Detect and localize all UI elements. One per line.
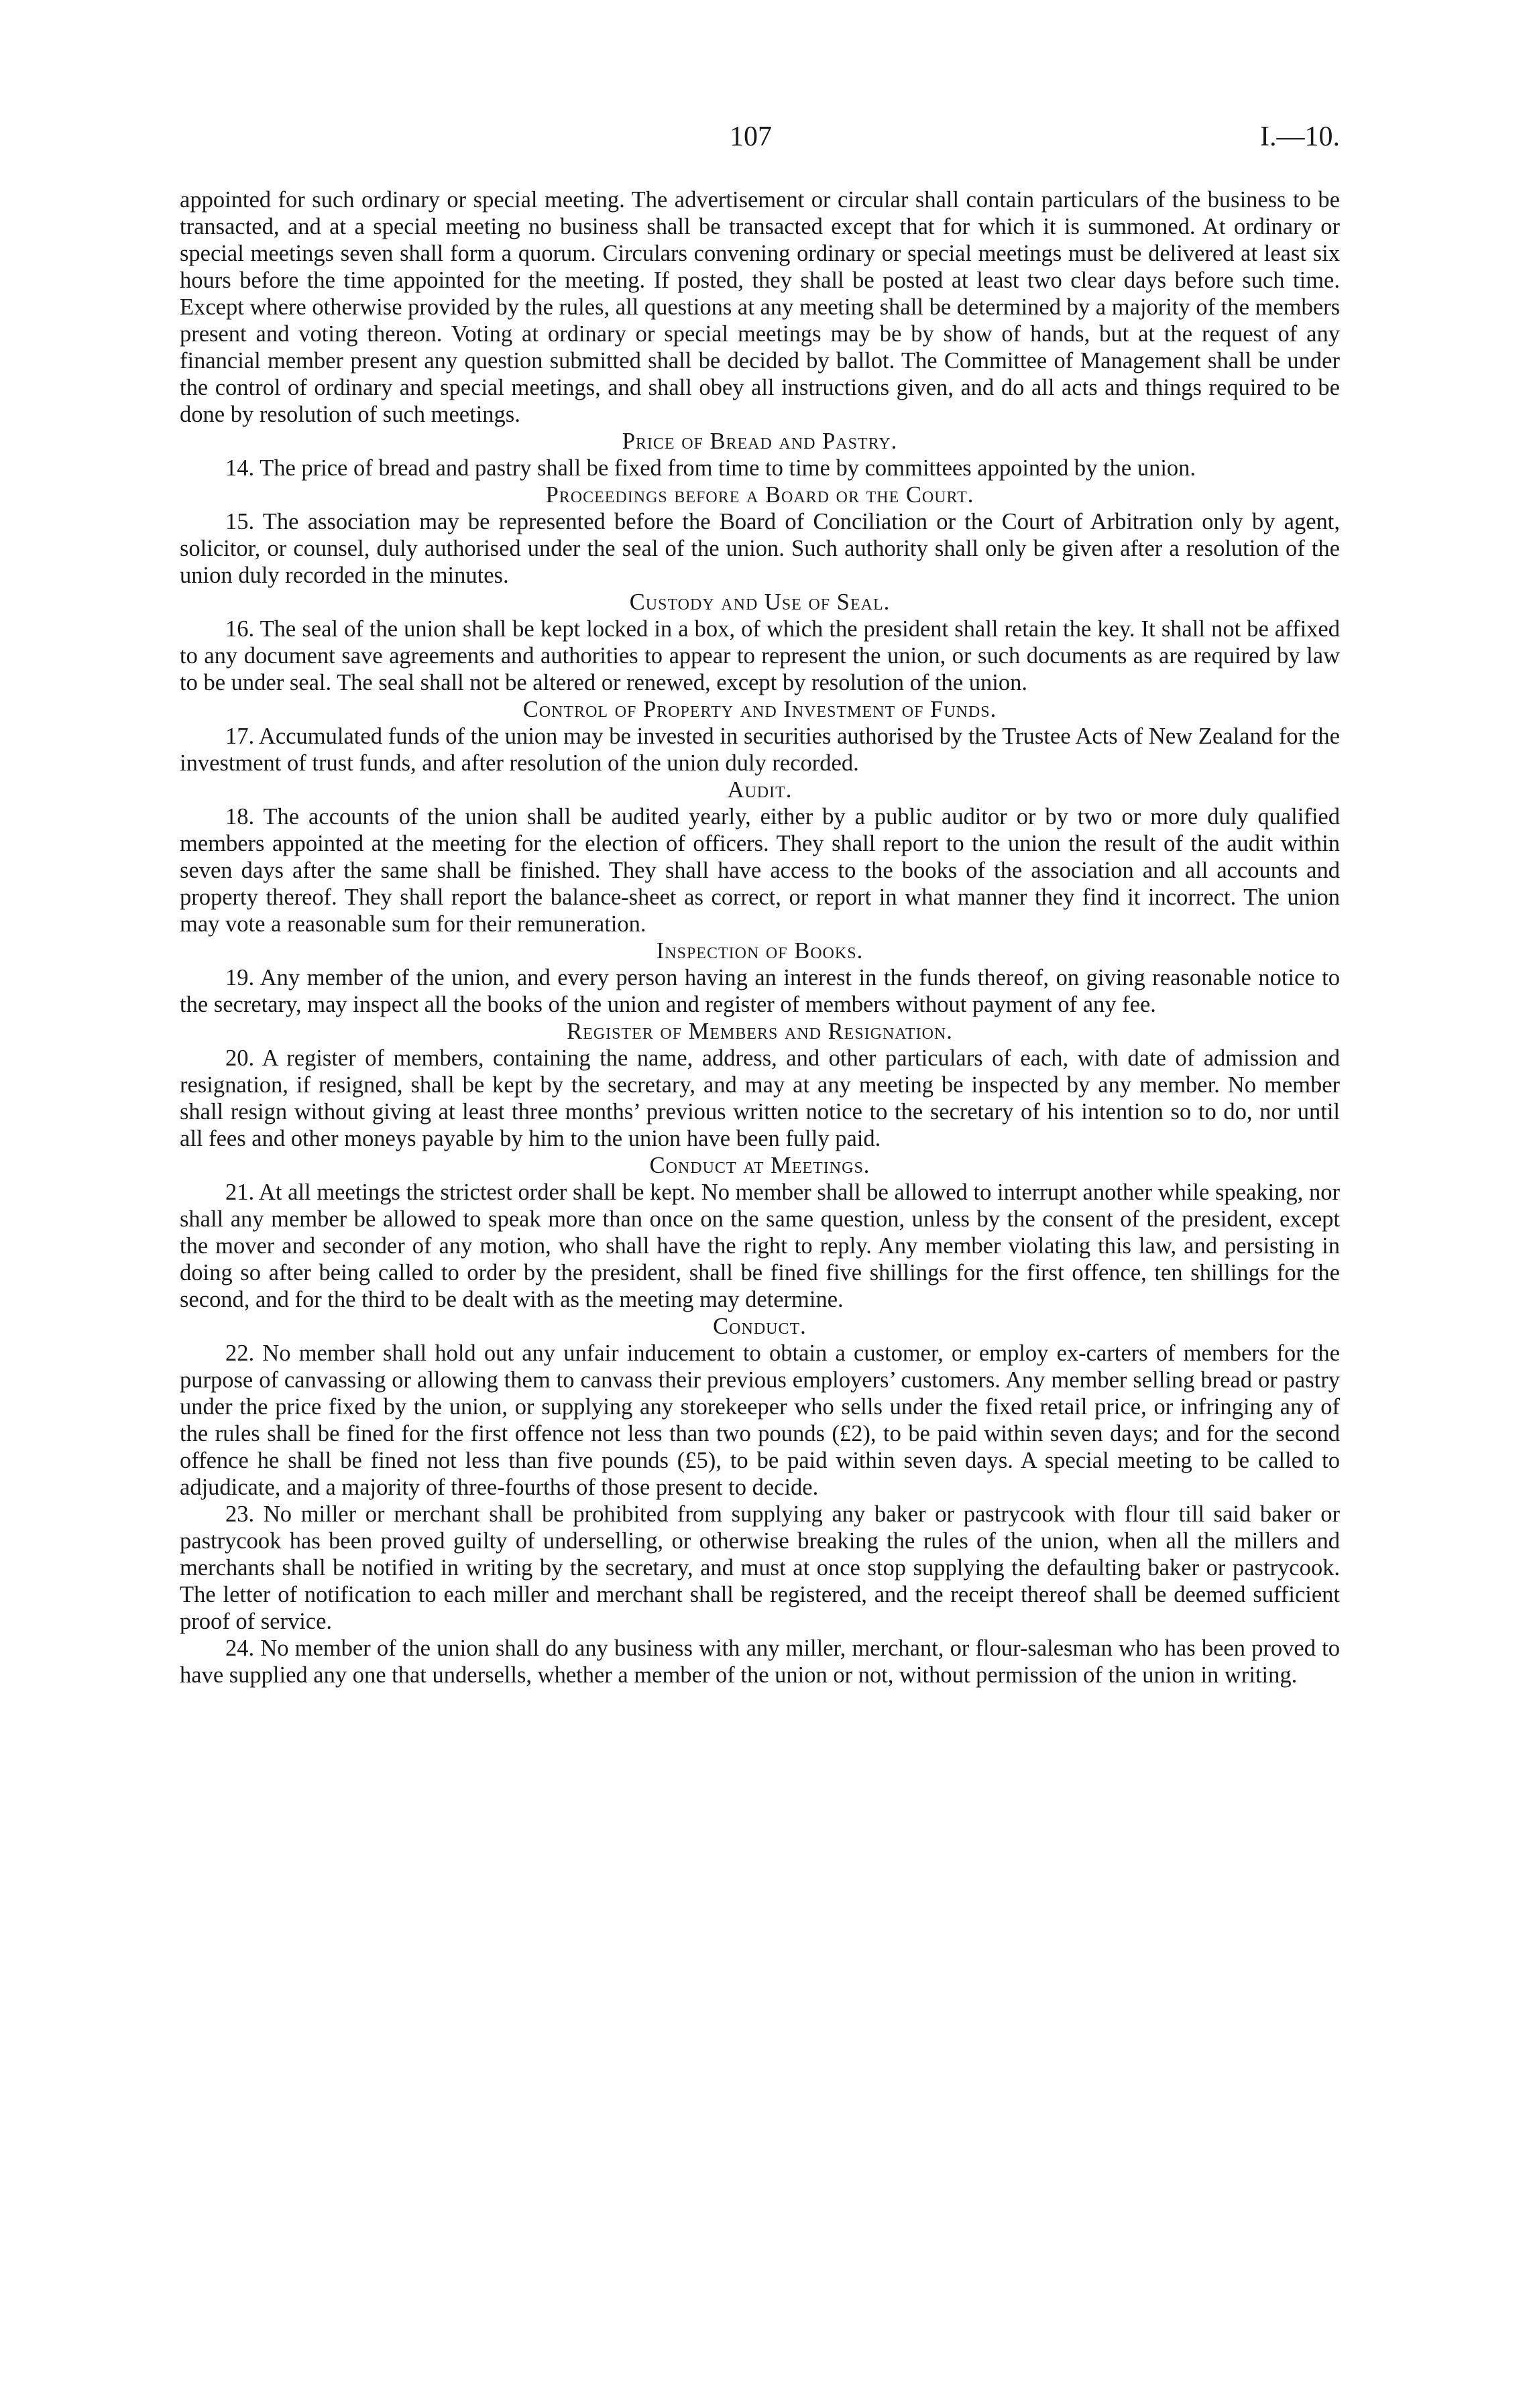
section-heading: Control of Property and Investment of Funds. <box>522 697 997 722</box>
document-body <box>180 186 1340 1688</box>
section-heading: Conduct at Meetings. <box>649 1153 870 1178</box>
section-heading: Register of Members and Resignation. <box>567 1019 953 1044</box>
rule-paragraph: 18. The accounts of the union shall be audited yearly, either by a public auditor or by two or more duly qualified members appointed at the meeting for the election of officers. They shall report to the union the result of the audit within seven days after the same shall be finished. They shall have access to the books of the association and all accounts and property thereof. They shall report the balance-sheet as correct, or report in what manner they find it incorrect. The union may vote a reasonable sum for their remuneration. <box>180 804 1340 937</box>
rule-paragraph: 17. Accumulated funds of the union may be invested in securities authorised by the Trustee Acts of New Zealand for the investment of trust funds, and after resolution of the union duly recorded. <box>180 724 1340 776</box>
section-control-of-property <box>180 696 1340 777</box>
section-inspection-of-books <box>180 937 1340 1018</box>
section-heading: Conduct. <box>713 1314 807 1339</box>
opening-paragraph: appointed for such ordinary or special meeting. The advertisement or circular shall contain particulars of the business to be transacted, and at a special meeting no business shall be transacted except that for which it is summoned. At ordinary or special meetings seven shall form a quorum. Circulars convening ordinary or special meetings must be delivered at least six hours before the time appointed for the meeting. If posted, they shall be posted at least two clear days before such time. Except where otherwise provided by the rules, all questions at any meeting shall be determined by a majority of the members present and voting thereon. Voting at ordinary or special meetings may be by show of hands, but at the request of any financial member present any question submitted shall be decided by ballot. The Committee of Management shall be under the control of ordinary and special meetings, and shall obey all instructions given, and do all acts and things required to be done by resolution of such meetings. <box>180 187 1340 427</box>
rule-paragraph: 23. No miller or merchant shall be prohibited from supplying any baker or pastrycook with flour till said baker or pastrycook has been proved guilty of underselling, or otherwise breaking the rules of the union, when all the millers and merchants shall be notified in writing by the secretary, and must at once stop supplying the defaulting baker or pastrycook. The letter of notification to each miller and merchant shall be registered, and the receipt thereof shall be deemed sufficient proof of service. <box>180 1501 1340 1634</box>
section-custody-of-seal <box>180 589 1340 696</box>
section-conduct-at-meetings <box>180 1152 1340 1313</box>
rule-paragraph: 20. A register of members, containing the name, address, and other particulars of each, with date of admission and resignation, if resigned, shall be kept by the secretary, and may at any meeting be inspected by any member. No member shall resign without giving at least three months’ previous written notice to the secretary of his intention so to do, nor until all fees and other moneys payable by him to the union have been fully paid. <box>180 1045 1340 1151</box>
rule-paragraph: 16. The seal of the union shall be kept locked in a box, of which the president shall retain the key. It shall not be affixed to any document save agreements and authorities to appear to represent the union, or such documents as are required by law to be under seal. The seal shall not be altered or renewed, except by resolution of the union. <box>180 616 1340 695</box>
section-heading: Price of Bread and Pastry. <box>622 428 898 454</box>
section-heading: Custody and Use of Seal. <box>629 589 891 615</box>
rule-paragraph: 15. The association may be represented before the Board of Conciliation or the Court of Arbitration only by agent, solicitor, or counsel, duly authorised under the seal of the union. Such authority shall only be given after a resolution of the union duly recorded in the minutes. <box>180 509 1340 588</box>
page-number: 107 <box>730 121 772 152</box>
section-proceedings <box>180 481 1340 589</box>
section-heading: Proceedings before a Board or the Court. <box>545 482 974 508</box>
section-conduct <box>180 1313 1340 1688</box>
section-price-of-bread <box>180 428 1340 481</box>
rule-paragraph: 14. The price of bread and pastry shall be fixed from time to time by committees appointed by the union. <box>225 455 1196 481</box>
rule-paragraph: 19. Any member of the union, and every person having an interest in the funds thereof, on giving reasonable notice to the secretary, may inspect all the books of the union and register of members without payment of any fee. <box>180 965 1340 1017</box>
section-heading: Audit. <box>727 777 793 803</box>
rule-paragraph: 24. No member of the union shall do any business with any miller, merchant, or flour-salesman who has been proved to have supplied any one that undersells, whether a member of the union or not, without permission of the union in writing. <box>180 1636 1340 1688</box>
rule-paragraph: 22. No member shall hold out any unfair inducement to obtain a customer, or employ ex-carters of members for the purpose of canvassing or allowing them to canvass their previous employers’ customers. Any member selling bread or pastry under the price fixed by the union, or supplying any storekeeper who sells under the fixed retail price, or infringing any of the rules shall be fined for the first offence not less than two pounds (£2), to be paid within seven days; and for the second offence he shall be fined not less than five pounds (£5), to be paid within seven days. A special meeting to be called to adjudicate, and a majority of three-fourths of those present to decide. <box>180 1340 1340 1500</box>
section-register-of-members <box>180 1018 1340 1152</box>
document-reference: I.—10. <box>1260 121 1340 152</box>
section-audit <box>180 777 1340 937</box>
section-heading: Inspection of Books. <box>656 938 864 964</box>
rule-paragraph: 21. At all meetings the strictest order shall be kept. No member shall be allowed to interrupt another while speaking, nor shall any member be allowed to speak more than once on the same question, unless by the consent of the president, except the mover and seconder of any motion, who shall have the right to reply. Any member violating this law, and persisting in doing so after being called to order by the president, shall be fined five shillings for the first offence, ten shillings for the second, and for the third to be dealt with as the meeting may determine. <box>180 1180 1340 1312</box>
